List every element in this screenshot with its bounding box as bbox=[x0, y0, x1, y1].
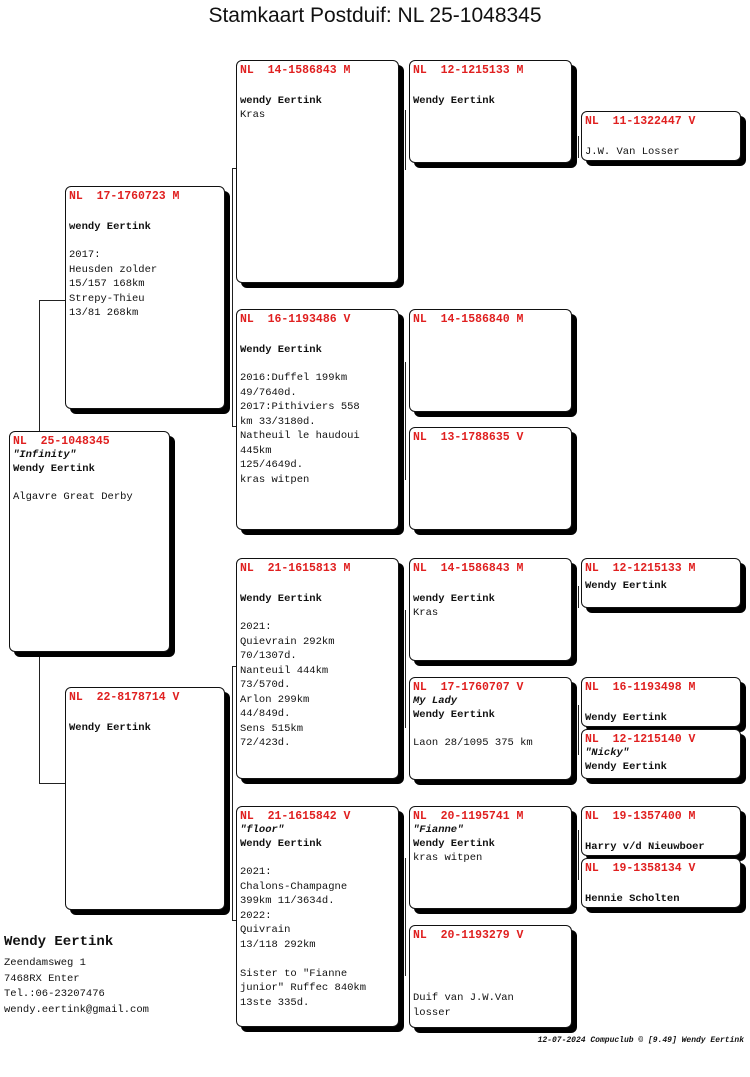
ring-number: NL 14-1586843 M bbox=[413, 562, 524, 575]
ring-number: NL 25-1048345 bbox=[13, 435, 110, 448]
connector-line bbox=[39, 300, 67, 301]
ring-number: NL 20-1195741 M bbox=[413, 810, 524, 823]
pigeon-card-mfmf[interactable] bbox=[581, 677, 741, 727]
ring-number: NL 14-1586840 M bbox=[413, 313, 524, 326]
pigeon-card-ffff[interactable] bbox=[581, 111, 741, 161]
owner-info bbox=[4, 934, 149, 1018]
ring-number: NL 16-1193486 V bbox=[240, 313, 351, 326]
connector-line bbox=[39, 300, 40, 432]
owner-name: Wendy Eertink bbox=[413, 709, 495, 721]
pigeon-card-fmm[interactable] bbox=[409, 427, 572, 530]
ring-number: NL 11-1322447 V bbox=[585, 115, 696, 128]
connector-line bbox=[405, 610, 406, 728]
owner-name: wendy Eertink bbox=[413, 593, 495, 605]
ring-number: NL 17-1760707 V bbox=[413, 681, 524, 694]
pigeon-card-mmm[interactable] bbox=[409, 925, 572, 1028]
ring-number: NL 19-1358134 V bbox=[585, 862, 696, 875]
owner-street: Zeendamsweg 1 bbox=[4, 957, 86, 969]
pigeon-name: "Fianne" bbox=[413, 824, 464, 836]
ring-number: NL 12-1215133 M bbox=[585, 562, 696, 575]
pigeon-card-fm[interactable] bbox=[236, 309, 399, 530]
owner-phone: Tel.:06-23207476 bbox=[4, 988, 105, 1000]
owner-name: Wendy Eertink bbox=[413, 95, 495, 107]
page-title: Stamkaart Postduif: NL 25-1048345 bbox=[208, 4, 542, 27]
pigeon-info: Algavre Great Derby bbox=[13, 491, 133, 503]
owner-email: wendy.eertink@gmail.com bbox=[4, 1003, 149, 1016]
pigeon-info: kras witpen bbox=[413, 852, 483, 864]
owner-name: wendy Eertink bbox=[240, 95, 322, 107]
pigeon-info: Laon 28/1095 375 km bbox=[413, 737, 533, 749]
pigeon-name: "Infinity" bbox=[13, 449, 77, 461]
owner-name: Wendy Eertink bbox=[4, 934, 114, 950]
pigeon-name: "floor" bbox=[240, 824, 285, 836]
pigeon-card-father[interactable] bbox=[65, 186, 225, 409]
owner-name: Wendy Eertink bbox=[585, 712, 667, 724]
pigeon-card-mfmm[interactable] bbox=[581, 729, 741, 779]
pigeon-info: Kras bbox=[240, 109, 266, 121]
pigeon-card-mm[interactable] bbox=[236, 806, 399, 1027]
ring-number: NL 13-1788635 V bbox=[413, 431, 524, 444]
pigeon-info: 2016:Duffel 199km 49/7640d. 2017:Pithiviers 558 km 33/3180d. Natheuil le haudoui 445km 125/4649d. kras witpen bbox=[240, 372, 360, 486]
owner-name: Wendy Eertink bbox=[240, 593, 322, 605]
pigeon-info: 2017: Heusden zolder 15/157 168km Strepy-Thieu 13/81 268km bbox=[69, 249, 158, 319]
ring-number: NL 12-1215140 V bbox=[585, 733, 696, 746]
connector-line bbox=[405, 858, 406, 976]
owner-name: J.W. Van Losser bbox=[585, 146, 680, 158]
ring-number: NL 21-1615842 V bbox=[240, 810, 351, 823]
pigeon-info: 2021: Quievrain 292km 70/1307d. Nanteuil 444km 73/570d. Arlon 299km 44/849d. Sens 515km 72/423d. bbox=[240, 621, 335, 749]
footer-credit: 12-07-2024 Compuclub © [9.49] Wendy Eertink bbox=[537, 1036, 744, 1045]
pigeon-card-fff[interactable] bbox=[409, 60, 572, 163]
connector-line bbox=[39, 783, 67, 784]
ring-number: NL 16-1193498 M bbox=[585, 681, 696, 694]
connector-line bbox=[232, 666, 233, 920]
owner-name: Wendy Eertink bbox=[413, 838, 495, 850]
pigeon-card-mf[interactable] bbox=[236, 558, 399, 779]
connector-line bbox=[39, 655, 40, 783]
pigeon-card-mff[interactable] bbox=[409, 558, 572, 661]
owner-name: wendy Eertink bbox=[69, 221, 151, 233]
owner-name: Wendy Eertink bbox=[585, 761, 667, 773]
pigeon-card-mmf[interactable] bbox=[409, 806, 572, 909]
pigeon-card-mmff[interactable] bbox=[581, 806, 741, 856]
owner-name: Hennie Scholten bbox=[585, 893, 680, 905]
connector-line bbox=[578, 830, 579, 880]
pigeon-name: My Lady bbox=[413, 695, 458, 707]
pigeon-card-fmf[interactable] bbox=[409, 309, 572, 412]
connector-line bbox=[405, 110, 406, 170]
owner-name: Wendy Eertink bbox=[69, 722, 151, 734]
owner-name: Wendy Eertink bbox=[13, 463, 95, 475]
ring-number: NL 20-1193279 V bbox=[413, 929, 524, 942]
pigeon-info: 2021: Chalons-Champagne 399km 11/3634d. 2022: Quivrain 13/118 292km Sister to "Fianne junior" Ruffec 840km 13ste 335d. bbox=[240, 866, 367, 1009]
owner-city: 7468RX Enter bbox=[4, 972, 80, 985]
pigeon-card-mother[interactable] bbox=[65, 687, 225, 910]
connector-line bbox=[405, 362, 406, 480]
owner-name: Wendy Eertink bbox=[585, 580, 667, 592]
ring-number: NL 19-1357400 M bbox=[585, 810, 696, 823]
pigeon-info: Kras bbox=[413, 607, 439, 619]
pigeon-card-subject[interactable] bbox=[9, 431, 170, 652]
connector-line bbox=[578, 586, 579, 608]
pigeon-card-ff[interactable] bbox=[236, 60, 399, 283]
ring-number: NL 14-1586843 M bbox=[240, 64, 351, 77]
pigeon-info: Duif van J.W.Van losser bbox=[413, 992, 514, 1019]
owner-name: Harry v/d Nieuwboer bbox=[585, 841, 705, 853]
connector-line bbox=[578, 136, 579, 158]
connector-line bbox=[232, 168, 233, 426]
ring-number: NL 17-1760723 M bbox=[69, 190, 180, 203]
owner-name: Wendy Eertink bbox=[240, 344, 322, 356]
pigeon-card-mmfm[interactable] bbox=[581, 858, 741, 908]
ring-number: NL 12-1215133 M bbox=[413, 64, 524, 77]
connector-line bbox=[578, 705, 579, 755]
pigeon-card-mfff[interactable] bbox=[581, 558, 741, 608]
pigeon-name: "Nicky" bbox=[585, 747, 630, 759]
ring-number: NL 21-1615813 M bbox=[240, 562, 351, 575]
owner-name: Wendy Eertink bbox=[240, 838, 322, 850]
ring-number: NL 22-8178714 V bbox=[69, 691, 180, 704]
pigeon-card-mfm[interactable] bbox=[409, 677, 572, 780]
